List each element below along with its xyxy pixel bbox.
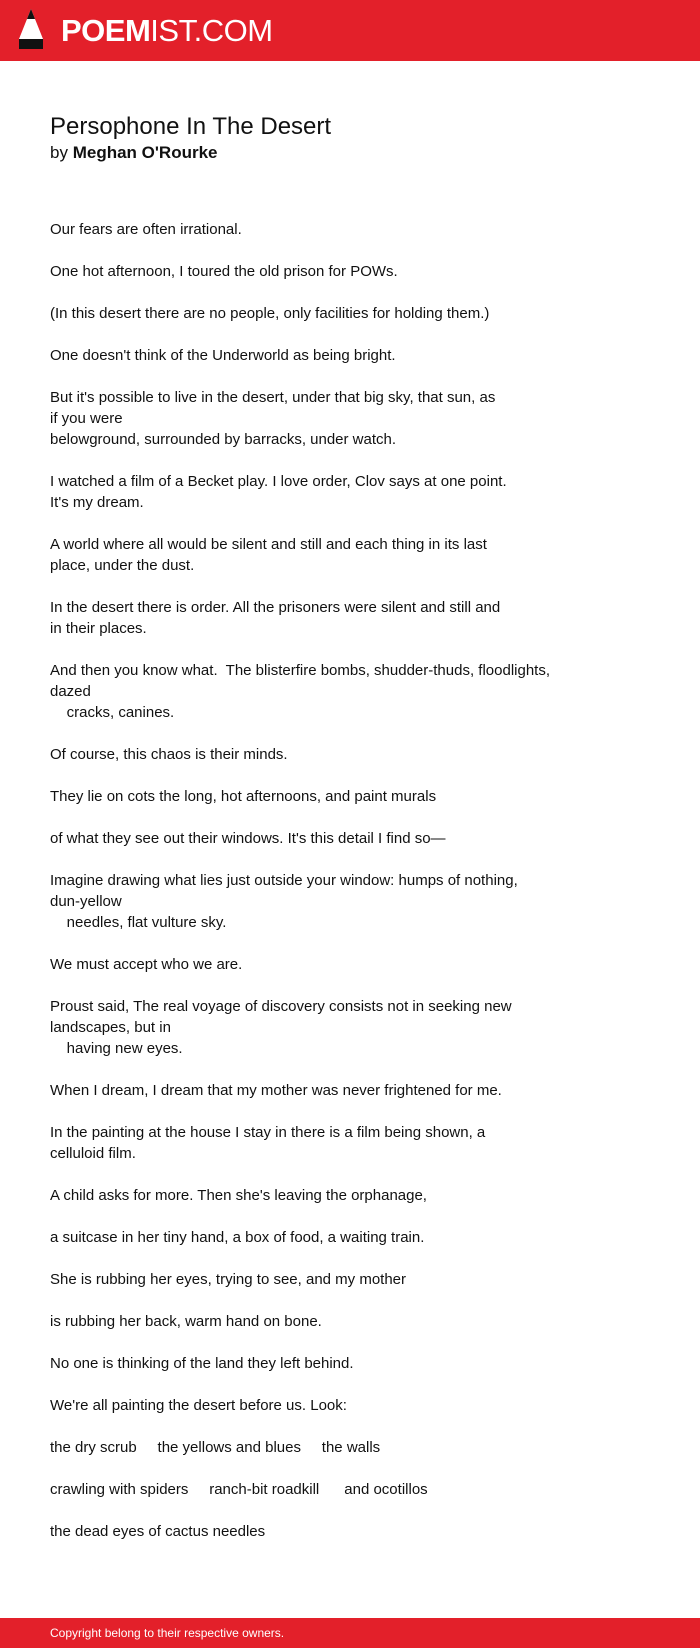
poem-stanza	[50, 261, 590, 282]
poem-stanza	[50, 954, 590, 975]
poem-line: When I dream, I dream that my mother was never frightened for me.	[50, 1082, 502, 1099]
poem-stanza	[50, 1080, 590, 1101]
poem-stanza	[50, 345, 590, 366]
poem-line: (In this desert there are no people, only facilities for holding them.)	[50, 305, 490, 322]
poem-stanza	[50, 828, 590, 849]
poem-stanza	[50, 1185, 590, 1206]
poem-stanza	[50, 870, 590, 933]
poem-line: A world where all would be silent and still and each thing in its last	[50, 536, 487, 553]
poem-line: a suitcase in her tiny hand, a box of food, a waiting train.	[50, 1229, 425, 1246]
poem-line: dazed	[50, 683, 91, 700]
poem-line: the dead eyes of cactus needles	[50, 1523, 266, 1540]
site-header	[0, 0, 700, 61]
poem-line: in their places.	[50, 620, 147, 637]
poem-line: belowground, surrounded by barracks, under watch.	[50, 431, 397, 448]
by-label: by	[50, 143, 68, 162]
poem-stanza	[50, 1521, 590, 1542]
poem-stanza	[50, 1395, 590, 1416]
poem-stanza	[50, 1269, 590, 1290]
poem-stanza	[50, 1479, 590, 1500]
poem-line: cracks, canines.	[50, 704, 175, 721]
pencil-tip-icon[interactable]	[17, 9, 45, 51]
poem-title: Persophone In The Desert	[50, 113, 332, 140]
poem-stanza	[50, 597, 590, 639]
poem-stanza	[50, 1353, 590, 1374]
poem-stanza	[50, 303, 590, 324]
poem-line: They lie on cots the long, hot afternoons, and paint murals	[50, 788, 437, 805]
poem-line: Imagine drawing what lies just outside your window: humps of nothing,	[50, 872, 518, 889]
poem-line: of what they see out their windows. It's this detail I find so—	[50, 830, 446, 847]
poem-stanza	[50, 471, 590, 513]
poem-line: We're all painting the desert before us. Look:	[50, 1397, 347, 1414]
poem-stanza	[50, 1122, 590, 1164]
poem-line: place, under the dust.	[50, 557, 195, 574]
poem-line: Proust said, The real voyage of discovery consists not in seeking new	[50, 998, 512, 1015]
poem-line: Our fears are often irrational.	[50, 221, 242, 238]
poem-line: I watched a film of a Becket play. I love order, Clov says at one point.	[50, 473, 507, 490]
poem-line: And then you know what. The blisterfire bombs, shudder-thuds, floodlights,	[50, 662, 551, 679]
poem-line: In the desert there is order. All the prisoners were silent and still and	[50, 599, 501, 616]
site-logo-text[interactable]	[61, 11, 273, 51]
poem-line: crawling with spiders ranch-bit roadkill and ocotillos	[50, 1481, 428, 1498]
byline	[50, 142, 650, 164]
poem-line: Of course, this chaos is their minds.	[50, 746, 288, 763]
poem-line: She is rubbing her eyes, trying to see, and my mother	[50, 1271, 407, 1288]
poem-line: It's my dream.	[50, 494, 144, 511]
poem-line: One doesn't think of the Underworld as being bright.	[50, 347, 396, 364]
author-name[interactable]: Meghan O'Rourke	[72, 143, 218, 162]
poem-line: having new eyes.	[50, 1040, 183, 1057]
poem-line: No one is thinking of the land they left behind.	[50, 1355, 354, 1372]
poem-line: is rubbing her back, warm hand on bone.	[50, 1313, 322, 1330]
poem-stanza	[50, 1311, 590, 1332]
poem-stanza	[50, 387, 590, 450]
brand-bold-text: POEM	[61, 13, 151, 48]
poem-stanza	[50, 996, 590, 1059]
poem-line: dun-yellow	[50, 893, 122, 910]
poem-stanza	[50, 786, 590, 807]
poem-line: landscapes, but in	[50, 1019, 171, 1036]
poem-body	[50, 219, 590, 1563]
poem-line: celluloid film.	[50, 1145, 136, 1162]
brand-light-text: IST.COM	[150, 13, 273, 48]
copyright-text: Copyright belong to their respective owners.	[50, 1626, 285, 1640]
poem-line: A child asks for more. Then she's leaving the orphanage,	[50, 1187, 427, 1204]
poem-line: We must accept who we are.	[50, 956, 243, 973]
poem-stanza	[50, 1227, 590, 1248]
poem-line: One hot afternoon, I toured the old prison for POWs.	[50, 263, 398, 280]
poem-header	[50, 112, 650, 164]
poem-stanza	[50, 660, 590, 723]
poem-stanza	[50, 534, 590, 576]
poem-line: if you were	[50, 410, 123, 427]
poem-stanza	[50, 744, 590, 765]
poem-line: But it's possible to live in the desert, under that big sky, that sun, as	[50, 389, 496, 406]
poem-stanza	[50, 1437, 590, 1458]
poem-line: needles, flat vulture sky.	[50, 914, 227, 931]
poem-stanza	[50, 219, 590, 240]
poem-line: In the painting at the house I stay in there is a film being shown, a	[50, 1124, 486, 1141]
poem-line: the dry scrub the yellows and blues the walls	[50, 1439, 381, 1456]
site-footer	[0, 1618, 700, 1648]
